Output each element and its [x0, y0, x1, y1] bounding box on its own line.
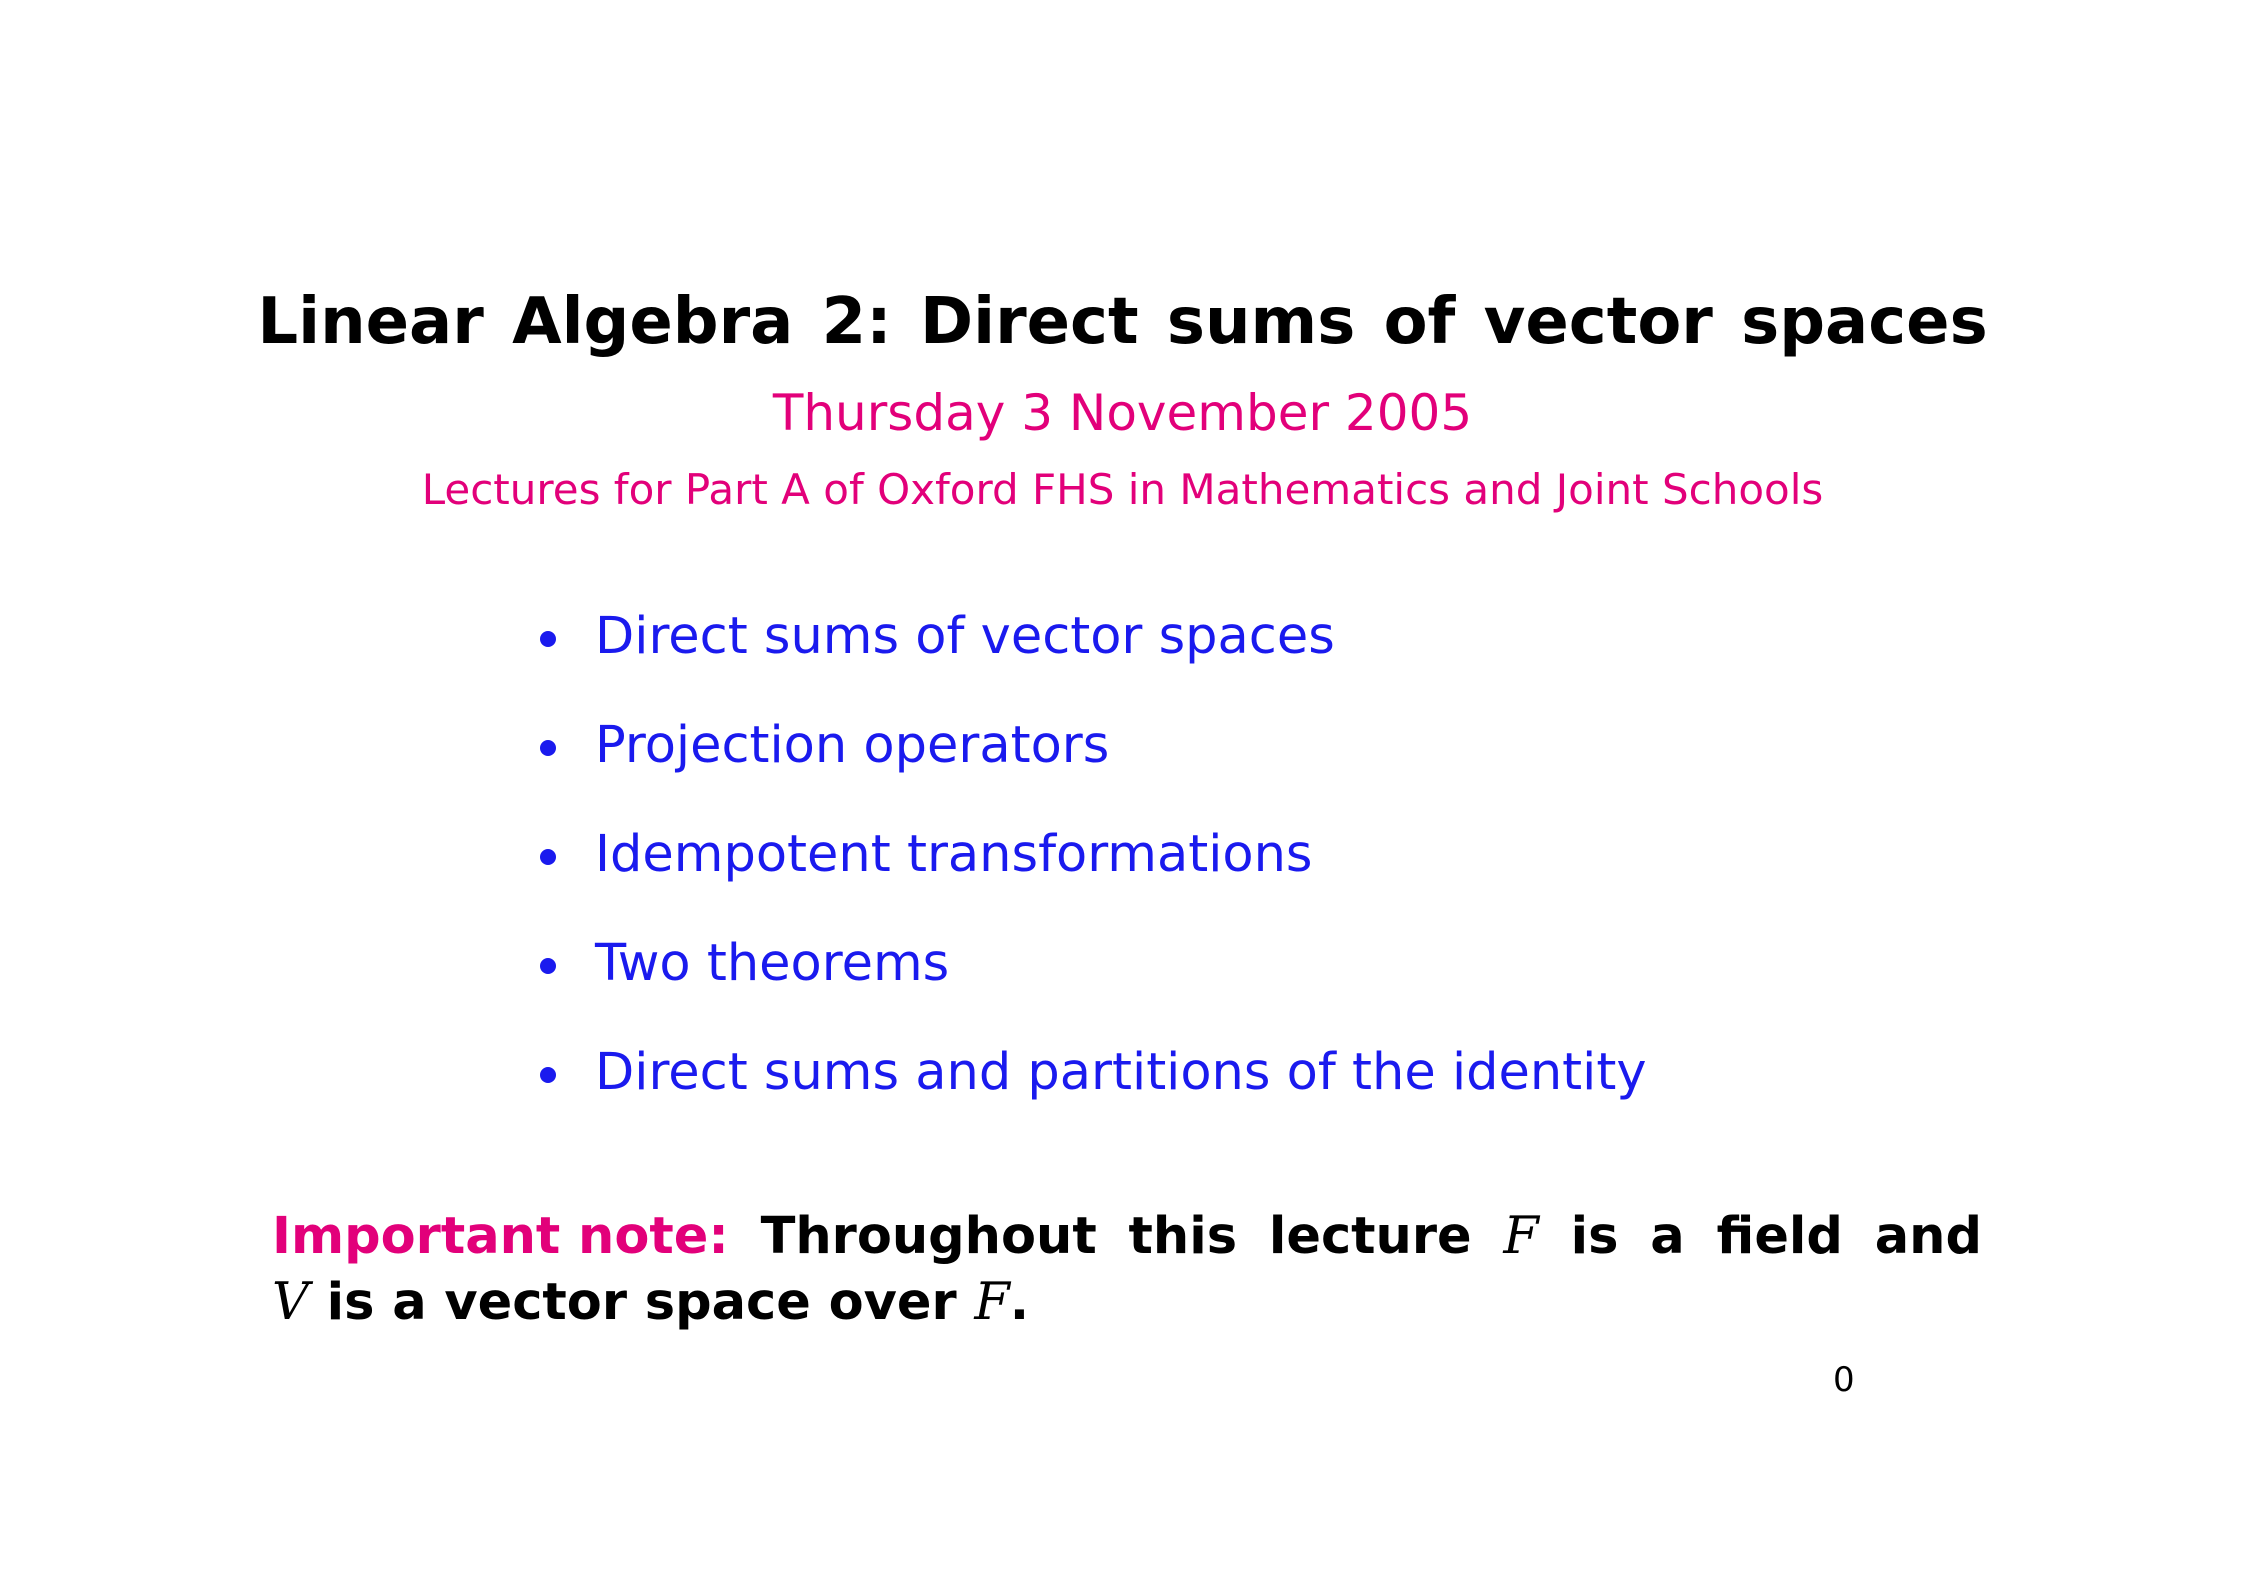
list-item-label: Two theorems: [595, 934, 950, 993]
note-line-2: [272, 1270, 1992, 1336]
math-variable-f: F: [1503, 1207, 1539, 1266]
note-word: Throughout: [760, 1207, 1097, 1266]
list-item-label: Projection operators: [595, 716, 1110, 775]
lecture-date: Thursday 3 November 2005: [772, 384, 1473, 442]
list-item-label: Direct sums and partitions of the identity: [595, 1043, 1647, 1102]
important-note: [272, 1204, 1992, 1336]
list-item-label: Direct sums of vector spaces: [595, 607, 1335, 666]
bullet-icon: [540, 849, 556, 865]
note-word: field: [1716, 1207, 1843, 1266]
math-variable-f: F: [974, 1273, 1010, 1332]
note-word: is: [1570, 1207, 1619, 1266]
bullet-icon: [540, 631, 556, 647]
note-word: and: [1874, 1207, 1982, 1266]
note-word: a: [1650, 1207, 1685, 1266]
bullet-icon: [540, 740, 556, 756]
note-text: is a vector space over: [308, 1273, 975, 1332]
note-label: Important note:: [272, 1207, 729, 1266]
slide-title: Linear Algebra 2: Direct sums of vector spaces: [257, 285, 1988, 359]
bullet-icon: [540, 1067, 556, 1083]
note-word: lecture: [1268, 1207, 1472, 1266]
math-variable-v: V: [272, 1273, 309, 1332]
lecture-subtitle: Lectures for Part A of Oxford FHS in Mathematics and Joint Schools: [421, 465, 1824, 514]
page-number: 0: [1833, 1360, 1855, 1400]
note-line-1: [272, 1204, 1982, 1270]
bullet-icon: [540, 958, 556, 974]
list-item-label: Idempotent transformations: [595, 825, 1313, 884]
note-word: this: [1128, 1207, 1238, 1266]
note-period: .: [1009, 1273, 1030, 1332]
